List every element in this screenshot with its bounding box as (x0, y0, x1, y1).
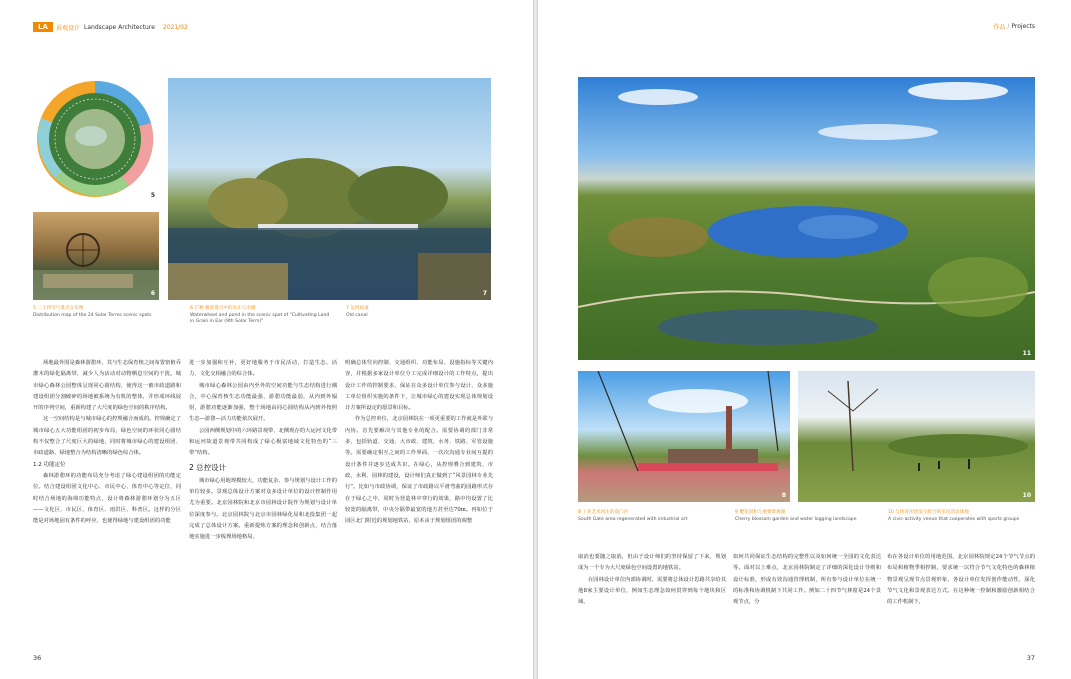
section-heading: 2 总控设计 (189, 462, 227, 472)
paragraph: 场地最外围是森林游憩环，其与生态保育核之间布置密植乔灌木的绿化隔离带，减少人为活动对动物栖息空间的干扰。城市绿心森林公园整体呈现同心圆结构，使得这一被市政道路和建设组团分割破碎的场地被系统为有机的整体，并形成环线展开的序列空间，重新构建了大尺度的绿色空间的秩序结构。 (33, 360, 181, 412)
caption-cn: 6 芒种 耕读景点中的水车与水塘 (190, 306, 256, 311)
paragraph: 城市绿心用地规模较大，功能复杂、参与规划与设计工作的单位较多。景观总体设计方案对众多设计单位的设计控制作用尤为重要。北京园林院和北京市园林设计院作为规划与设计单位深度参与。北京园林院与北京市园林绿化局和北投集团一起完成了总体设计方案。重新提炼方案的理念和创新点，结合落地实施进一步梳理场地格局、 (189, 477, 337, 541)
figure-number: 8 (781, 492, 786, 499)
text-column-1 (33, 358, 181, 527)
caption-cn: 9 樱花园和与重要景观湖 (735, 510, 786, 515)
page-number-right: 37 (1026, 654, 1035, 662)
figure-7-old-canal-photo (168, 78, 491, 300)
magazine-subtitle: Landscape Architecture (84, 23, 155, 31)
left-page (0, 0, 533, 679)
figure-number: 11 (1022, 350, 1031, 357)
caption-en: Cherry blossom garden and water logging landscape (735, 516, 857, 522)
figure-11-aerial-photo (578, 77, 1035, 360)
caption-cn: 5 二十四节气景点分布图 (33, 306, 84, 311)
caption-en: Waterwheel and pond in the scenic spot of "Cultivating Land in Grain in Ear (9th Solar Term)" (190, 312, 330, 324)
caption-cn: 10 与体育团团发互配合的市民活动场地 (888, 510, 969, 515)
paragraph: 作为总控单位，北京园林院在一项更重要的工作就是外联与内协。首先要解决与其他专业的配合。需要协调的部门非常多，包括轨道、交通、大市政、建筑、水务、铁路、军管设施等。需要确定相互之间的工作界面，一次次沟通专业间互提的设计条件并逐步达成共识。在绿心，从控规叠合到建筑、市政、水利、园林的建设，设计师们真正做到了“风景园林专业先行”。比如与市政协调，保证了市政路以平滑弯曲的园路形式存在于绿心之中，同时为营造林中穿行的效果，路中均设置了比较宽的隔离带，中央分隔带最宽的地方甚至达70m。再如位于园区北门附近的规划地铁站，原本由于规划组团的调整 (345, 416, 493, 525)
paragraph: 如何共同保证生态结构的完整性以及如何统一全园的文化表达等。面对以上难点，北京园林院制定了详细的深化设计导则和设计标准，形成有效沟通管理机制，所有参与设计单位在统一的标准和协调机制下共同工作。例如二十四节气林窗是24个景观节点，分 (733, 554, 881, 606)
paragraph: 这一空间结构是与城市绿心的控规融合而成的。控规确定了城市绿心五大功能组团的初步布局，绿色空间的环状同心圆结构不仅整合了尺度巨大的绿地，同时将城市绿心的建设组团、市政道路、绿地整合为结构清晰的绿色综合体。 (33, 416, 181, 457)
section-label-cn: 作品 (993, 24, 1006, 31)
paragraph: 明确总体竖向控制、交通组织、功能布局、设施指标等关键内容，并根据多家设计单位分工完成详细设计的工作特点，提出设计工作的控制要求，保证在众多设计单位参与设计、众多施工单位组织实施的条件下，让城市绿心的建设实现总体规划设计方案所设定的愿景和目标。 (345, 360, 493, 412)
magazine-brand: 景观设计 (56, 24, 81, 32)
south-gate-graphic (578, 371, 790, 502)
text-column-5 (733, 552, 881, 608)
figure-6-waterwheel-photo (33, 212, 159, 300)
waterwheel-graphic (33, 212, 159, 300)
figure-number: 10 (1022, 492, 1031, 499)
paragraph: 布在各设计单位的用地范围，北京园林院规定24个节气节点的布局和植物季相控制，要求统一以符合节气文化特色的森林植物景观呈现节点景观形象，各设计单位发挥创作能动性，深化节气文化和景观表达方式。在这种统一控制和激励创新相结合的工作机制下， (887, 554, 1035, 606)
canal-graphic (168, 78, 491, 300)
text-column-3 (345, 358, 493, 527)
caption-cn: 8 工业艺术再生的南门区 (578, 510, 629, 515)
ring-map-graphic (33, 78, 159, 202)
paragraph: 森林游憩环的功能布局充分考虑了绿心建设组团的功能定位。结合建设组团文化中心、市民中心、体育中心等定位，同时结合场地的海绵功能特点，设计将森林游憩环划分为五区——文化区、市民区、体育区、雨洪区、科普区。这样的分区能是对场地固有条件的呼应，也使得绿地与建设组团的功能 (33, 472, 181, 525)
caption-fig-9 (735, 510, 875, 523)
magazine-logo: LA (33, 22, 53, 32)
text-column-4 (578, 552, 726, 608)
page-number-left: 36 (33, 654, 42, 662)
running-header-left (33, 22, 188, 32)
caption-fig-10 (888, 510, 1035, 523)
caption-cn: 7 运河故道 (346, 306, 369, 311)
right-page (538, 0, 1071, 679)
caption-fig-8 (578, 510, 718, 523)
caption-fig-5 (33, 306, 163, 319)
aerial-graphic (578, 77, 1035, 360)
paragraph: 取消也要随之取消，但由于设计师们的坚持保留了下来，规划成为一个专为大尺度绿色空间设置的地铁站。 (578, 554, 726, 572)
caption-en: Old canal (346, 312, 368, 318)
paragraph: 进一步加强和互补，更好地服务于市民活动，打造生态、活力、文化交相融合的综合体。 (189, 360, 337, 378)
caption-fig-6 (190, 306, 330, 326)
figure-5-ring-map (33, 78, 159, 202)
paragraph: 公园西侧规划中的六环路景观带、北侧现存的大运河文化带和运河故道景观带共同构成了绿心极富地域文化特色的“三带”结构。 (189, 427, 337, 457)
caption-en: Distribution map of the 24 Solar Terms scenic spots (33, 312, 152, 318)
text-column-6 (887, 552, 1035, 608)
issue-number: 2021/02 (162, 23, 188, 31)
subheading: 1.2 功能定位 (33, 461, 66, 468)
caption-fig-7 (346, 306, 486, 319)
paragraph: 在园林设计单位内部协调时，需要将总体设计思路共享给其他8家主要设计单位，例如生态理念如何贯穿到每个地块和区域， (578, 576, 726, 606)
figure-number: 5 (150, 192, 155, 199)
text-column-2 (189, 358, 337, 543)
figure-8-south-gate-photo (578, 371, 790, 502)
park-graphic (798, 371, 1035, 502)
caption-en: A civic-activity venue that cooperates with sports groups (888, 516, 1020, 522)
figure-9-10-park-photo (798, 371, 1035, 502)
paragraph: 城市绿心森林公园由内至外的空间功能与生态结构进行耦合，中心保育核生态功能最强，游憩功能最弱，从内到外辐射，游憩功能逐渐加强，整个场地由同心圆结构从内到外按照生态—游憩—活力功能依次展开。 (189, 382, 337, 423)
caption-en: South Gate area regenerated with industrial art (578, 516, 688, 522)
running-header-right: 作品 / Projects (993, 23, 1035, 31)
figure-number: 6 (150, 290, 155, 297)
section-label-en: Projects (1011, 23, 1035, 30)
figure-number: 7 (482, 290, 487, 297)
